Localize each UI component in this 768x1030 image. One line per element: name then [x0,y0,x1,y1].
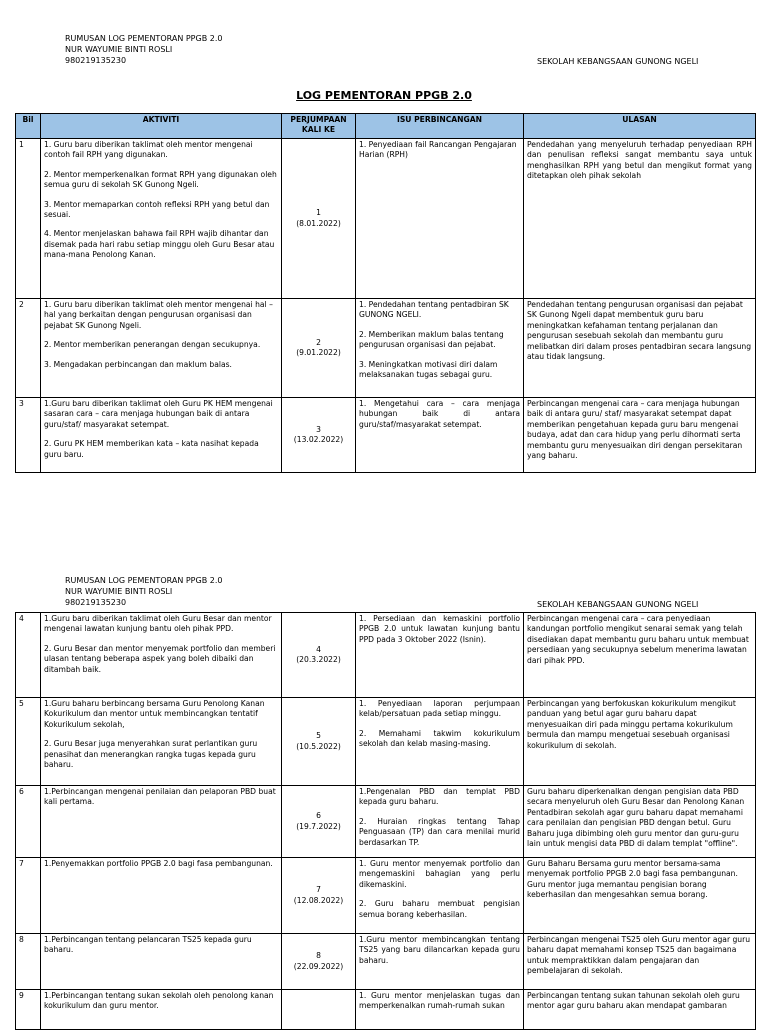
isu-item: 1. Penyediaan fail Rancangan Pengajaran Harian (RPH) [359,140,517,160]
cell-ulasan: Perbincangan mengenai cara – cara menjaga hubungan baik di antara guru/ staf/ masyarakat setempat dapat memberikan pengetahuan kepada guru baru mengenai budaya, adat dan cara hidup yang perlu dihormati serta membantu guru menyesuaikan diri dengan persekitaran yang baharu. [524,398,756,473]
table-row [16,858,756,934]
aktiviti-item: 1.Penyemakkan portfolio PPGB 2.0 bagi fasa pembangunan. [44,859,273,868]
cell-aktiviti [41,858,282,934]
cell-isu [356,934,524,990]
col-header-kali: PERJUMPAAN KALI KE [282,114,356,139]
table-row [16,698,756,786]
cell-aktiviti [41,613,282,698]
cell-bil: 8 [16,934,41,990]
cell-bil: 9 [16,990,41,1030]
cell-isu [356,786,524,858]
cell-isu [356,613,524,698]
cell-bil: 6 [16,786,41,858]
meeting-number: 4 [316,644,321,654]
aktiviti-item: 1.Perbincangan mengenai penilaian dan pelaporan PBD buat kali pertama. [44,787,276,807]
cell-bil: 3 [16,398,41,473]
isu-item: 2. Memberikan maklum balas tentang pengurusan organisasi dan pejabat. [359,329,504,350]
header-title: RUMUSAN LOG PEMENTORAN PPGB 2.0 [65,576,223,585]
meeting-date: (13.02.2022) [293,435,344,444]
mentoring-table-2 [15,612,756,1030]
aktiviti-item: 2. Guru Besar dan mentor menyemak portfolio dan memberi ulasan tentang beberapa aspek yang boleh dibaiki dan ditambah baik. [44,643,276,674]
cell-kali [282,934,356,990]
cell-isu [356,299,524,398]
header-school-1: SEKOLAH KEBANGSAAN GUNONG NGELI [537,57,699,66]
cell-kali [282,139,356,299]
cell-bil: 7 [16,858,41,934]
cell-isu [356,398,524,473]
cell-isu [356,139,524,299]
meeting-date: (22.09.2022) [293,961,344,971]
isu-item: 1. Pendedahan tentang pentadbiran SK GUNONG NGELI. [359,300,509,320]
cell-aktiviti [41,698,282,786]
aktiviti-item: 1. Guru baru diberikan taklimat oleh mentor mengenai hal – hal yang berkaitan dengan pengurusan organisasi dan pejabat SK Gunong Ngeli. [44,300,273,330]
aktiviti-item: 1.Guru baru diberikan taklimat oleh Guru PK HEM mengenai sasaran cara – cara menjaga hubungan baik di antara guru/staf/ masyarakat setempat. [44,399,273,429]
cell-ulasan: Guru baharu diperkenalkan dengan pengisian data PBD secara menyeluruh oleh Guru Besar dan Penolong Kanan Pentadbiran sekolah agar guru baharu dapat memahami cara penilaian dan pengisian PBD dengan betul. Guru Baharu juga dibimbing oleh guru mentor dan guru-guru lain untuk mengisi data PBD di dalam templat "offline". [524,786,756,858]
cell-ulasan: Perbincangan mengenai TS25 oleh Guru mentor agar guru baharu dapat memahami konsep TS25 dan bagaimana untuk mempraktikkan dalam pengajaran dan pembelajaran di sekolah. [524,934,756,990]
table-row [16,934,756,990]
cell-aktiviti [41,398,282,473]
aktiviti-item: 1.Guru baru diberikan taklimat oleh Guru Besar dan mentor mengenai lawatan kunjung bantu oleh pihak PPD. [44,614,272,634]
aktiviti-item: 1. Guru baru diberikan taklimat oleh mentor mengenai contoh fail RPH yang digunakan. [44,140,253,160]
cell-ulasan: Perbincangan tentang sukan tahunan sekolah oleh guru mentor agar guru baharu akan mendapat gambaran [524,990,756,1030]
isu-item: 1. Guru mentor menjelaskan tugas dan memperkenalkan rumah-rumah sukan [359,991,520,1011]
aktiviti-item: 1.Guru baharu berbincang bersama Guru Penolong Kanan Kokurikulum dan mentor untuk membincangkan tentatif Kokurikulum sekolah, [44,699,265,729]
table-row [16,299,756,398]
meeting-date: (10.5.2022) [296,741,341,751]
header-school-2: SEKOLAH KEBANGSAAN GUNONG NGELI [537,600,699,609]
meeting-number: 1 [316,208,321,218]
cell-bil: 4 [16,613,41,698]
cell-aktiviti [41,786,282,858]
aktiviti-item: 2. Mentor memperkenalkan format RPH yang digunakan oleh semua guru di sekolah SK Gunong Ngeli. [44,169,277,190]
cell-kali [282,698,356,786]
meeting-number: 3 [316,424,321,434]
aktiviti-item: 2. Guru Besar juga menyerahkan surat perlantikan guru penasihat dan menerangkan rangka tugas kepada guru baharu. [44,739,258,770]
header-ic: 980219135230 [65,598,127,607]
isu-item: 2. Guru baharu membuat pengisian semua borang keberhasilan. [359,899,520,919]
isu-item: 1. Guru mentor menyemak portfolio dan mengemaskini bahagian yang perlu dikemaskini. [359,859,520,889]
col-header-aktiviti: AKTIVITI [41,114,282,139]
header-ic: 980219135230 [65,56,127,65]
meeting-date: (9.01.2022) [296,348,341,357]
meeting-number: 6 [316,811,321,821]
meeting-number: 2 [316,337,321,347]
aktiviti-item: 1.Perbincangan tentang sukan sekolah oleh penolong kanan kokurikulum dan guru mentor. [44,991,274,1011]
meeting-number: 5 [316,731,321,741]
cell-bil: 2 [16,299,41,398]
isu-item: 1.Pengenalan PBD dan templat PBD kepada guru baharu. [359,787,520,807]
header-block-1 [65,33,222,66]
aktiviti-item: 1.Perbincangan tentang pelancaran TS25 kepada guru baharu. [44,935,252,955]
cell-aktiviti [41,299,282,398]
header-block-2 [65,575,222,608]
mentoring-table-1 [15,113,756,473]
cell-isu [356,698,524,786]
isu-item: 1. Mengetahui cara – cara menjaga hubungan baik di antara guru/staf/masyarakat setempat. [359,399,520,429]
aktiviti-item: 4. Mentor menjelaskan bahawa fail RPH wajib dihantar dan disemak pada hari rabu setiap minggu oleh Guru Besar atau mana-mana Penolong Kanan. [44,229,275,260]
header-title: RUMUSAN LOG PEMENTORAN PPGB 2.0 [65,34,223,43]
cell-isu [356,858,524,934]
isu-item: 1. Persediaan dan kemaskini portfolio PPGB 2.0 untuk lawatan kunjung bantu PPD pada 3 Oktober 2022 (Isnin). [359,614,520,644]
meeting-date: (20.3.2022) [296,655,341,664]
meeting-number: 7 [316,885,321,895]
table-row [16,139,756,299]
isu-item: 1.Guru mentor membincangkan tentang TS25 yang baru dilancarkan kepada guru baharu. [359,935,520,965]
col-header-bil: Bil [16,114,41,139]
page-title: LOG PEMENTORAN PPGB 2.0 [296,89,472,102]
cell-kali [282,613,356,698]
cell-bil: 5 [16,698,41,786]
isu-item: 2. Memahami takwim kokurikulum sekolah dan kelab masing-masing. [359,728,520,749]
aktiviti-item: 2. Mentor memberikan penerangan dengan secukupnya. [44,340,261,350]
meeting-date: (19.7.2022) [296,821,341,831]
isu-item: 3. Meningkatkan motivasi diri dalam melaksanakan tugas sebagai guru. [359,359,498,380]
cell-ulasan: Pendedahan tentang pengurusan organisasi dan pejabat SK Gunong Ngeli dapat membentuk guru baru meningkatkan kefahaman tentang perjalanan dan pengurusan sesebuah sekolah dan membantu guru melibatkan diri dalam proses pentadbiran secara langsung atau tidak langsung. [524,299,756,398]
cell-aktiviti [41,139,282,299]
isu-item: 1. Penyediaan laporan perjumpaan kelab/persatuan pada setiap minggu. [359,699,520,719]
cell-ulasan: Guru Baharu Bersama guru mentor bersama-sama menyemak portfolio PPGB 2.0 bagi fasa pembangunan. Guru mentor juga memantau pengisian borang keberhasilan dan mengesahkan semua borang. [524,858,756,934]
table-row [16,613,756,698]
meeting-number: 8 [316,951,321,961]
cell-bil: 1 [16,139,41,299]
col-header-ulasan: ULASAN [524,114,756,139]
table-row [16,398,756,473]
cell-kali [282,786,356,858]
cell-kali [282,858,356,934]
aktiviti-item: 3. Mengadakan perbincangan dan maklum balas. [44,359,232,369]
cell-aktiviti [41,934,282,990]
meeting-date: (8.01.2022) [296,218,341,228]
aktiviti-item: 2. Guru PK HEM memberikan kata – kata nasihat kepada guru baru. [44,439,259,459]
meeting-date: (12.08.2022) [293,895,344,905]
table-row [16,786,756,858]
cell-ulasan: Perbincangan yang berfokuskan kokurikulum mengikut panduan yang betul agar guru baharu dapat menyesuaikan diri pada minggu pertama kokurikulum bermula dan mampu mengetuai sesebuah organisasi kokurikulum di sekolah. [524,698,756,786]
cell-kali [282,299,356,398]
col-header-isu: ISU PERBINCANGAN [356,114,524,139]
cell-kali [282,398,356,473]
cell-ulasan: Perbincangan mengenai cara – cara penyediaan kandungan portfolio mengikut senarai semak yang telah disediakan dapat membantu guru baharu untuk membuat persediaan yang secukupnya sebelum menerima lawatan dari pihak PPD. [524,613,756,698]
cell-ulasan: Pendedahan yang menyeluruh terhadap penyediaan RPH dan penulisan refleksi sangat membantu saya untuk menghasilkan RPH yang betul dan mengikut format yang ditetapkan oleh pihak sekolah [524,139,756,299]
aktiviti-item: 3. Mentor memaparkan contoh refleksi RPH yang betul dan sesuai. [44,199,270,220]
header-name: NUR WAYUMIE BINTI ROSLI [65,587,173,596]
isu-item: 2. Huraian ringkas tentang Tahap Penguasaan (TP) dan cara menilai murid berdasarkan TP. [359,816,520,847]
header-name: NUR WAYUMIE BINTI ROSLI [65,45,173,54]
